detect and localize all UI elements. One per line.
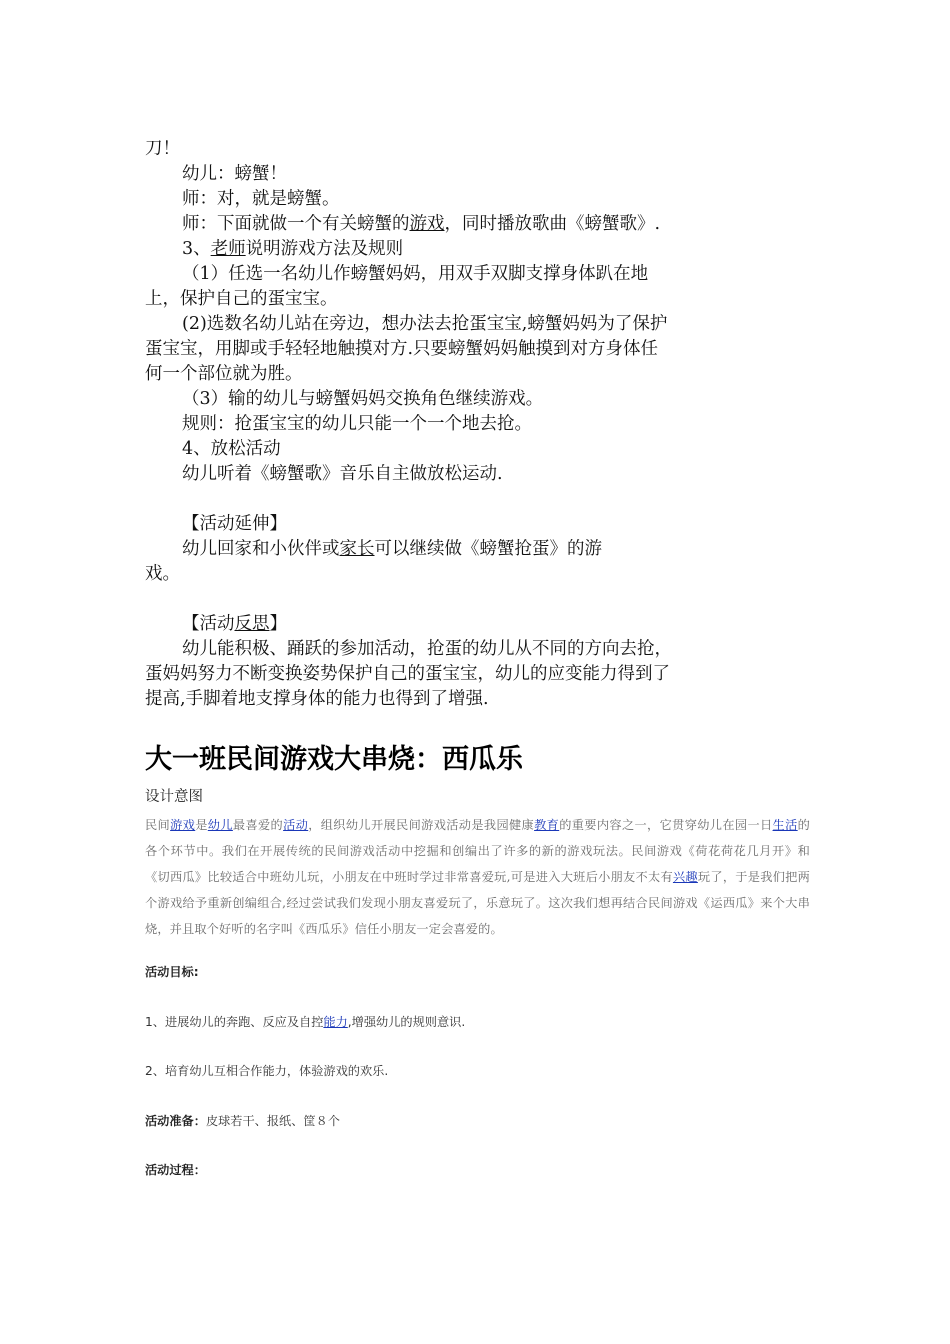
heading-text: 活动过程：	[145, 1163, 206, 1177]
goal-item-1	[145, 1013, 465, 1031]
text-span: 师：下面就做一个有关螃蟹的	[182, 214, 410, 234]
text-span: 幼儿回家和小伙伴或	[182, 539, 340, 559]
rule-item-2: (2)选数名幼儿站在旁边，想办法去抢蛋宝宝,螃蟹妈妈为了保护蛋宝宝，用脚或手轻轻地触摸对方.只要螃蟹妈妈触摸到对方身体任何一个部位就为胜。	[145, 314, 668, 384]
text-span: 是	[195, 818, 208, 832]
process-heading	[145, 1161, 206, 1179]
section-subtitle: 设计意图	[145, 789, 203, 805]
text-span: 】	[269, 614, 287, 634]
goals-heading	[145, 963, 199, 981]
reflection-paragraph: 幼儿能积极、踊跃的参加活动，抢蛋的幼儿从不同的方向去抢，蛋妈妈努力不断变换姿势保护自己的蛋宝宝，幼儿的应变能力得到了提高,手脚着地支撑身体的能力也得到了增强.	[145, 639, 672, 709]
text-line	[145, 237, 675, 262]
preparation-line	[145, 1112, 340, 1130]
article-title: 大一班民间游戏大串烧：西瓜乐	[145, 744, 523, 775]
rule-item-3: （3）输的幼儿与螃蟹妈妈交换角色继续游戏。	[182, 389, 544, 409]
spacer	[145, 587, 675, 612]
text-span: 玩了，于是我们把两个游戏给予重新创编组合,经过尝试我们发现小朋友喜爱玩了，乐意玩了。这次我们想再结合民间游戏《运西瓜》来个大串烧，并且取个好听的名字叫《西瓜乐》信任小朋友一定会喜爱的。	[145, 870, 810, 936]
design-intent-paragraph	[145, 812, 810, 942]
text-line: 幼儿：螃蟹！	[182, 164, 287, 184]
section-heading-extension: 【活动延伸】	[182, 514, 287, 534]
heading-text: 活动准备：	[145, 1114, 206, 1128]
text-span: ,增强幼儿的规则意识.	[347, 1015, 466, 1029]
step-heading: 4、放松活动	[182, 439, 281, 459]
link-parents[interactable]: 家长	[339, 539, 375, 559]
text-span: ，同时播放歌曲《螃蟹歌》.	[444, 214, 661, 234]
link-game[interactable]: 游戏	[409, 214, 445, 234]
text-line: 戏。	[145, 564, 180, 584]
link-children[interactable]: 幼儿	[207, 818, 233, 832]
text-span: 的各个环节中。我们在开展传统的民间游戏活动中挖掘和创编出了许多的新的游戏玩法。民间游戏《荷花荷花几月开》和《切西瓜》比较适合中班幼儿玩，小朋友在中班时学过非常喜爱玩,可是进入大班后小朋友不太有	[145, 818, 810, 884]
text-span: 【活动	[182, 614, 235, 634]
rules-text: 规则：抢蛋宝宝的幼儿只能一个一个地去抢。	[182, 414, 532, 434]
spacer	[145, 487, 675, 512]
text-line	[145, 212, 675, 237]
article-body	[145, 785, 810, 942]
rule-item-1: （1）任选一名幼儿作螃蟹妈妈，用双手双脚支撑身体趴在地上，保护自己的蛋宝宝。	[145, 264, 649, 309]
text-span: 可以继续做《螃蟹抢蛋》的游	[374, 539, 602, 559]
lesson-plan-continuation	[145, 137, 675, 712]
text-span: 皮球若干、报纸、筐８个	[205, 1114, 340, 1128]
text-line: 刀！	[145, 139, 180, 159]
link-reflection[interactable]: 反思	[234, 614, 270, 634]
section-heading-reflection	[145, 612, 675, 637]
heading-text: 活动目标:	[145, 965, 199, 979]
link-activity[interactable]: 活动	[283, 818, 309, 832]
text-span: 最喜爱的	[232, 818, 284, 832]
goal-item-2: 2、培育幼儿互相合作能力，体验游戏的欢乐.	[145, 1064, 389, 1078]
text-span: 民间	[145, 818, 171, 832]
text-span: ，组织幼儿开展民间游戏活动是我园健康	[308, 818, 535, 832]
text-span: 的重要内容之一，它贯穿幼儿在园一日	[559, 818, 773, 832]
text-line: 幼儿听着《螃蟹歌》音乐自主做放松运动.	[182, 464, 503, 484]
link-ability[interactable]: 能力	[323, 1015, 348, 1029]
link-life[interactable]: 生活	[772, 818, 798, 832]
link-teacher[interactable]: 老师	[210, 239, 246, 259]
text-line	[145, 537, 675, 562]
text-line: 师：对，就是螃蟹。	[182, 189, 340, 209]
text-span: 1、进展幼儿的奔跑、反应及自控	[145, 1015, 324, 1029]
link-game[interactable]: 游戏	[170, 818, 196, 832]
link-interest[interactable]: 兴趣	[672, 870, 698, 884]
link-education[interactable]: 教育	[534, 818, 560, 832]
text-span: 3、	[182, 239, 211, 259]
text-span: 说明游戏方法及规则	[245, 239, 404, 259]
